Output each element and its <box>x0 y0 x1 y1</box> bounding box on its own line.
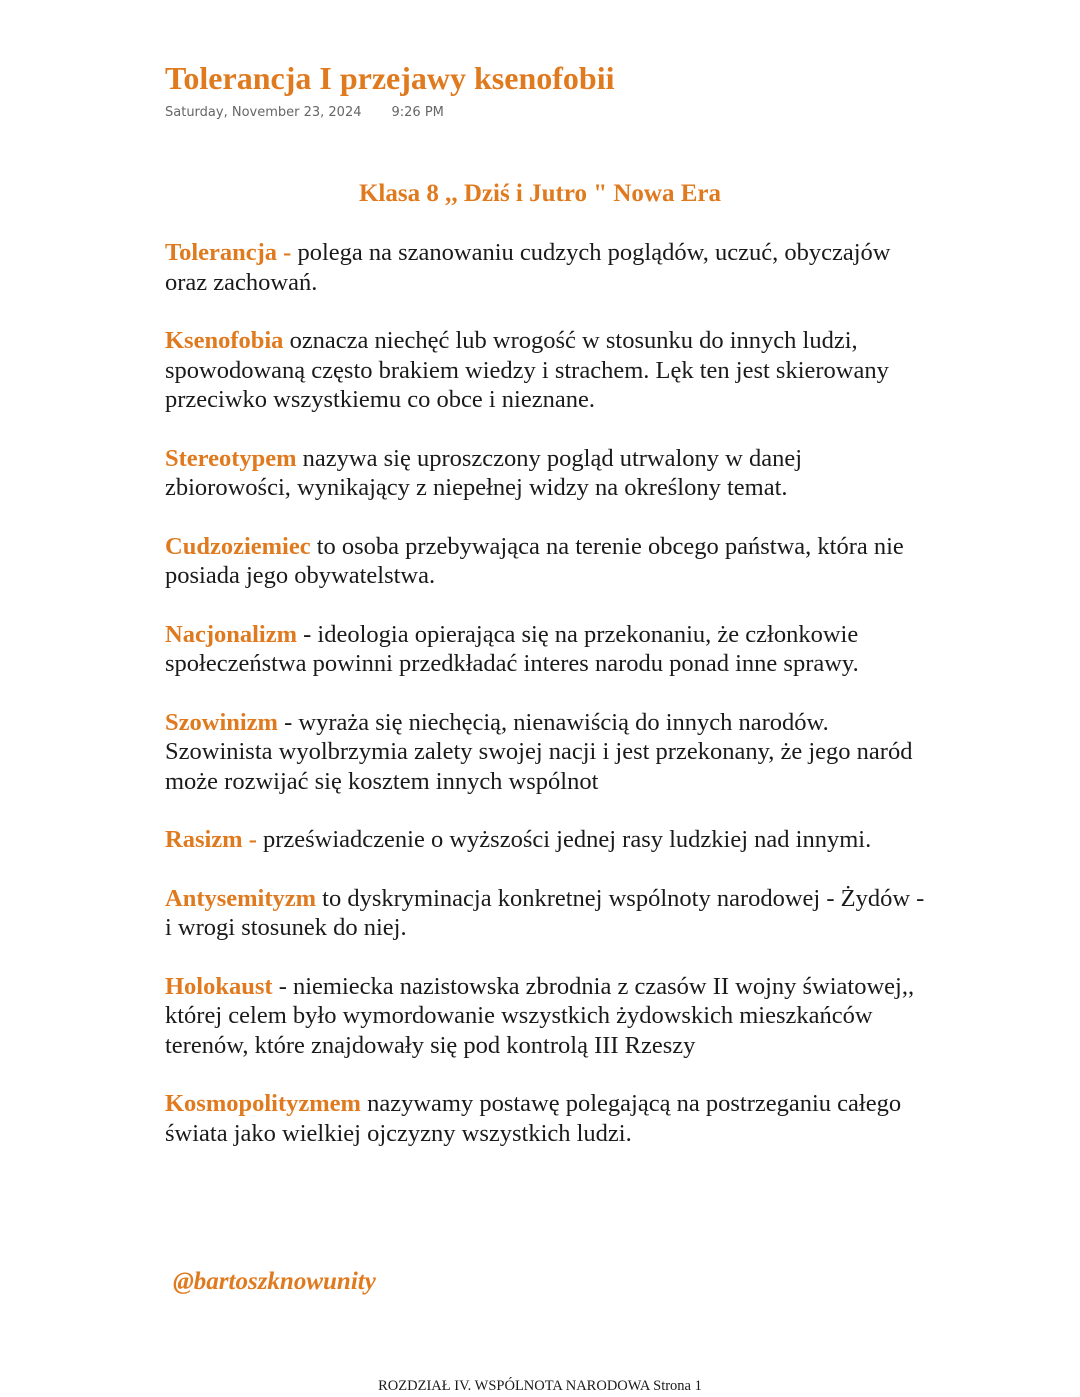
page-title: Tolerancja I przejawy ksenofobii <box>165 60 615 96</box>
definition-item <box>165 620 925 679</box>
definition-term: Szowinizm <box>165 708 278 736</box>
subtitle: Klasa 8 ,, Dziś i Jutro " Nowa Era <box>358 180 722 207</box>
note-time: 9:26 PM <box>391 105 444 120</box>
definitions-list <box>165 238 925 1177</box>
definition-term: Nacjonalizm <box>165 620 297 648</box>
definition-item <box>165 326 925 415</box>
author-handle: @bartoszknowunity <box>173 1268 376 1295</box>
definition-item <box>165 238 925 297</box>
definition-text: - niemiecka nazistowska zbrodnia z czasów II wojny światowej,, której celem było wymordowanie wszystkich żydowskich mieszkańców terenów, które znajdowały się pod kontrolą III Rzeszy <box>165 972 915 1059</box>
definition-term: Stereotypem <box>165 444 297 472</box>
definition-item <box>165 972 925 1061</box>
note-date: Saturday, November 23, 2024 <box>165 105 362 120</box>
definition-text: nazywamy postawę polegającą na postrzeganiu całego świata jako wielkiej ojczyzny wszystkich ludzi. <box>165 1090 902 1147</box>
definition-text: to dyskryminacja konkretnej wspólnoty narodowej - Żydów - i wrogi stosunek do niej. <box>165 884 925 941</box>
definition-item <box>165 708 925 797</box>
definition-term: Tolerancja - <box>165 239 292 266</box>
definition-text: polega na szanowaniu cudzych poglądów, uczuć, obyczajów oraz zachowań. <box>165 239 891 296</box>
definition-item <box>165 1089 925 1148</box>
note-metadata <box>165 104 444 122</box>
definition-text: to osoba przebywająca na terenie obcego państwa, która nie posiada jego obywatelstwa. <box>165 532 904 589</box>
definition-term: Rasizm - <box>165 826 257 853</box>
definition-text: - wyraża się niechęcią, nienawiścią do innych narodów. Szowinista wyolbrzymia zalety swojej nacji i jest przekonany, że jego naród może rozwijać się kosztem innych wspólnot <box>165 708 913 795</box>
definition-text: - ideologia opierająca się na przekonaniu, że członkowie społeczeństwa powinni przedkładać interes narodu ponad inne sprawy. <box>165 620 859 677</box>
definition-text: nazywa się uproszczony pogląd utrwalony w danej zbiorowości, wynikający z niepełnej widzy na określony temat. <box>165 444 803 501</box>
definition-term: Antysemityzm <box>165 884 317 912</box>
definition-term: Kosmopolityzmem <box>165 1090 361 1117</box>
definition-item <box>165 884 925 943</box>
definition-term: Holokaust <box>165 972 273 1000</box>
definition-text: przeświadczenie o wyższości jednej rasy ludzkiej nad innymi. <box>256 826 872 853</box>
definition-term: Ksenofobia <box>165 327 284 354</box>
definition-term: Cudzoziemiec <box>165 532 311 560</box>
definition-item <box>165 532 925 591</box>
definition-text: oznacza niechęć lub wrogość w stosunku do innych ludzi, spowodowaną często brakiem wiedzy i strachem. Lęk ten jest skierowany przeciwko wszystkiemu co obce i nieznane. <box>165 327 889 413</box>
definition-item <box>165 825 925 855</box>
page-footer: ROZDZIAŁ IV. WSPÓLNOTA NARODOWA Strona 1 <box>378 1378 702 1394</box>
definition-item <box>165 444 925 503</box>
